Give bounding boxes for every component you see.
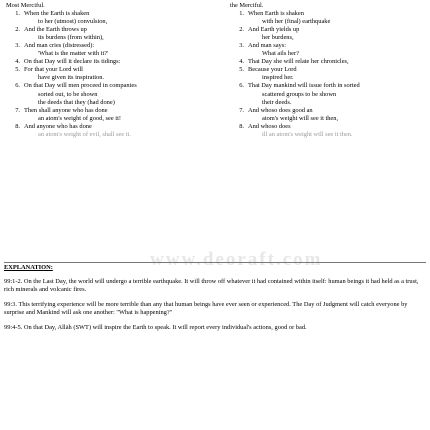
left-verse-number: 2. [15,26,20,34]
right-verse-text: with her (final) earthquake [262,18,331,26]
left-verse-list [4,10,202,139]
explanation-title: EXPLANATION: [4,264,53,271]
left-verse-line [4,99,202,107]
right-verse-number: 3. [239,42,244,50]
right-verse-line [228,42,426,50]
left-verse-text: And the Earth throws up [24,26,87,34]
left-verse-text: an atom's weight of evil, shall see it. [38,130,131,138]
left-verse-line [4,74,202,82]
right-verse-line [228,10,426,18]
left-verse-number: 5. [15,66,20,74]
right-verse-line [228,115,426,123]
right-verse-text: And man says: [248,42,286,50]
right-verse-line [228,82,426,90]
left-verse-number: 3. [15,42,20,50]
explanation-paragraph: 99:3. This terrifying experience will be more terrible than any that human beings have ever seen or experienced. The Day of Judgment will catch everyone by surprise and Mankind will ask one another: "What is happening?" [4,301,408,317]
right-verse-number: 7. [239,106,244,114]
right-verse-text: inspired her. [262,74,294,82]
right-verse-text: What ails her? [262,50,299,58]
right-verse-text: When Earth is shaken [248,10,304,18]
right-column-header: the Merciful. [230,2,264,9]
left-verse-text: When the Earth is shaken [24,10,90,18]
right-verse-number: 8. [239,122,244,130]
right-verse-text: And whoso does [248,122,291,130]
left-verse-line [4,10,202,18]
right-verse-line [228,131,426,139]
left-verse-number: 7. [15,106,20,114]
left-verse-text: On that Day will it declare its tidings: [24,58,121,66]
right-verse-line [228,107,426,115]
right-verse-text: her burdens, [262,34,294,42]
right-verse-line [228,34,426,42]
right-verse-line [228,18,426,26]
right-verse-number: 6. [239,82,244,90]
left-verse-number: 8. [15,122,20,130]
right-verse-text: And Earth yields up [248,26,300,34]
right-verse-number: 2. [239,26,244,34]
left-verse-line [4,34,202,42]
watermark: www.deoraft.com [150,249,323,270]
left-verse-line [4,82,202,90]
right-verse-line [228,91,426,99]
left-verse-text: the deeds that they (had done) [38,98,115,106]
right-verse-text: That Day she will relate her chronicles, [248,58,349,66]
right-translation-column [228,2,426,139]
left-verse-line [4,123,202,131]
left-verse-line [4,131,202,139]
left-verse-text: an atom's weight of good, see it! [38,114,121,122]
right-verse-line [228,123,426,131]
left-translation-column [4,2,202,139]
right-verse-number: 4. [239,58,244,66]
right-verse-line [228,99,426,107]
left-verse-text: For that your Lord will [24,66,83,74]
left-verse-text: On that Day will men proceed in companies [24,82,137,90]
left-verse-line [4,18,202,26]
right-verse-text: scattered groups to be shown [262,90,337,98]
right-verse-line [228,66,426,74]
right-verse-text: And whoso does good an [248,106,313,114]
left-verse-text: Then shall anyone who has done [24,106,108,114]
right-verse-line [228,26,426,34]
right-verse-line [228,58,426,66]
left-verse-number: 6. [15,82,20,90]
right-verse-number: 1. [239,10,244,18]
left-verse-number: 1. [15,10,20,18]
left-verse-line [4,42,202,50]
right-verse-text: That Day mankind will issue forth in sorted [248,82,360,90]
left-verse-line [4,107,202,115]
left-verse-text: 'What is the matter with it?' [38,50,109,58]
explanation-paragraph: 99:1-2. On the Last Day, the world will undergo a terrible earthquake. It will throw off whatever it had contained within itself: human beings it had held as a trust, rich minerals and volcanic fires. [4,278,419,294]
left-verse-number: 4. [15,58,20,66]
left-column-header: Most Merciful. [6,2,45,9]
right-verse-line [228,50,426,58]
right-verse-text: atom's weight will see it then, [262,114,339,122]
left-verse-line [4,91,202,99]
right-verse-line [228,74,426,82]
right-verse-number: 5. [239,66,244,74]
explanation-paragraph: 99:4-5. On that Day, Allāh (SWT) will inspire the Earth to speak. It will report every individual's actions, good or bad. [4,324,307,332]
left-verse-line [4,26,202,34]
right-verse-text: ill an atom's weight will see it then. [262,130,353,138]
explanation-section [4,263,426,339]
left-verse-text: And anyone who has done [24,122,92,130]
left-verse-text: its burdens (from within), [38,34,104,42]
right-verse-text: their deeds. [262,98,292,106]
left-verse-line [4,115,202,123]
left-verse-text: sorted out, to be shown [38,90,98,98]
left-verse-text: And man cries (distressed): [24,42,95,50]
left-verse-line [4,66,202,74]
left-verse-text: to her (utmost) convulsion, [38,18,108,26]
left-verse-line [4,58,202,66]
left-verse-line [4,50,202,58]
right-verse-list [228,10,426,139]
left-verse-text: have given its inspiration. [38,74,105,82]
right-verse-text: Because your Lord [248,66,297,74]
